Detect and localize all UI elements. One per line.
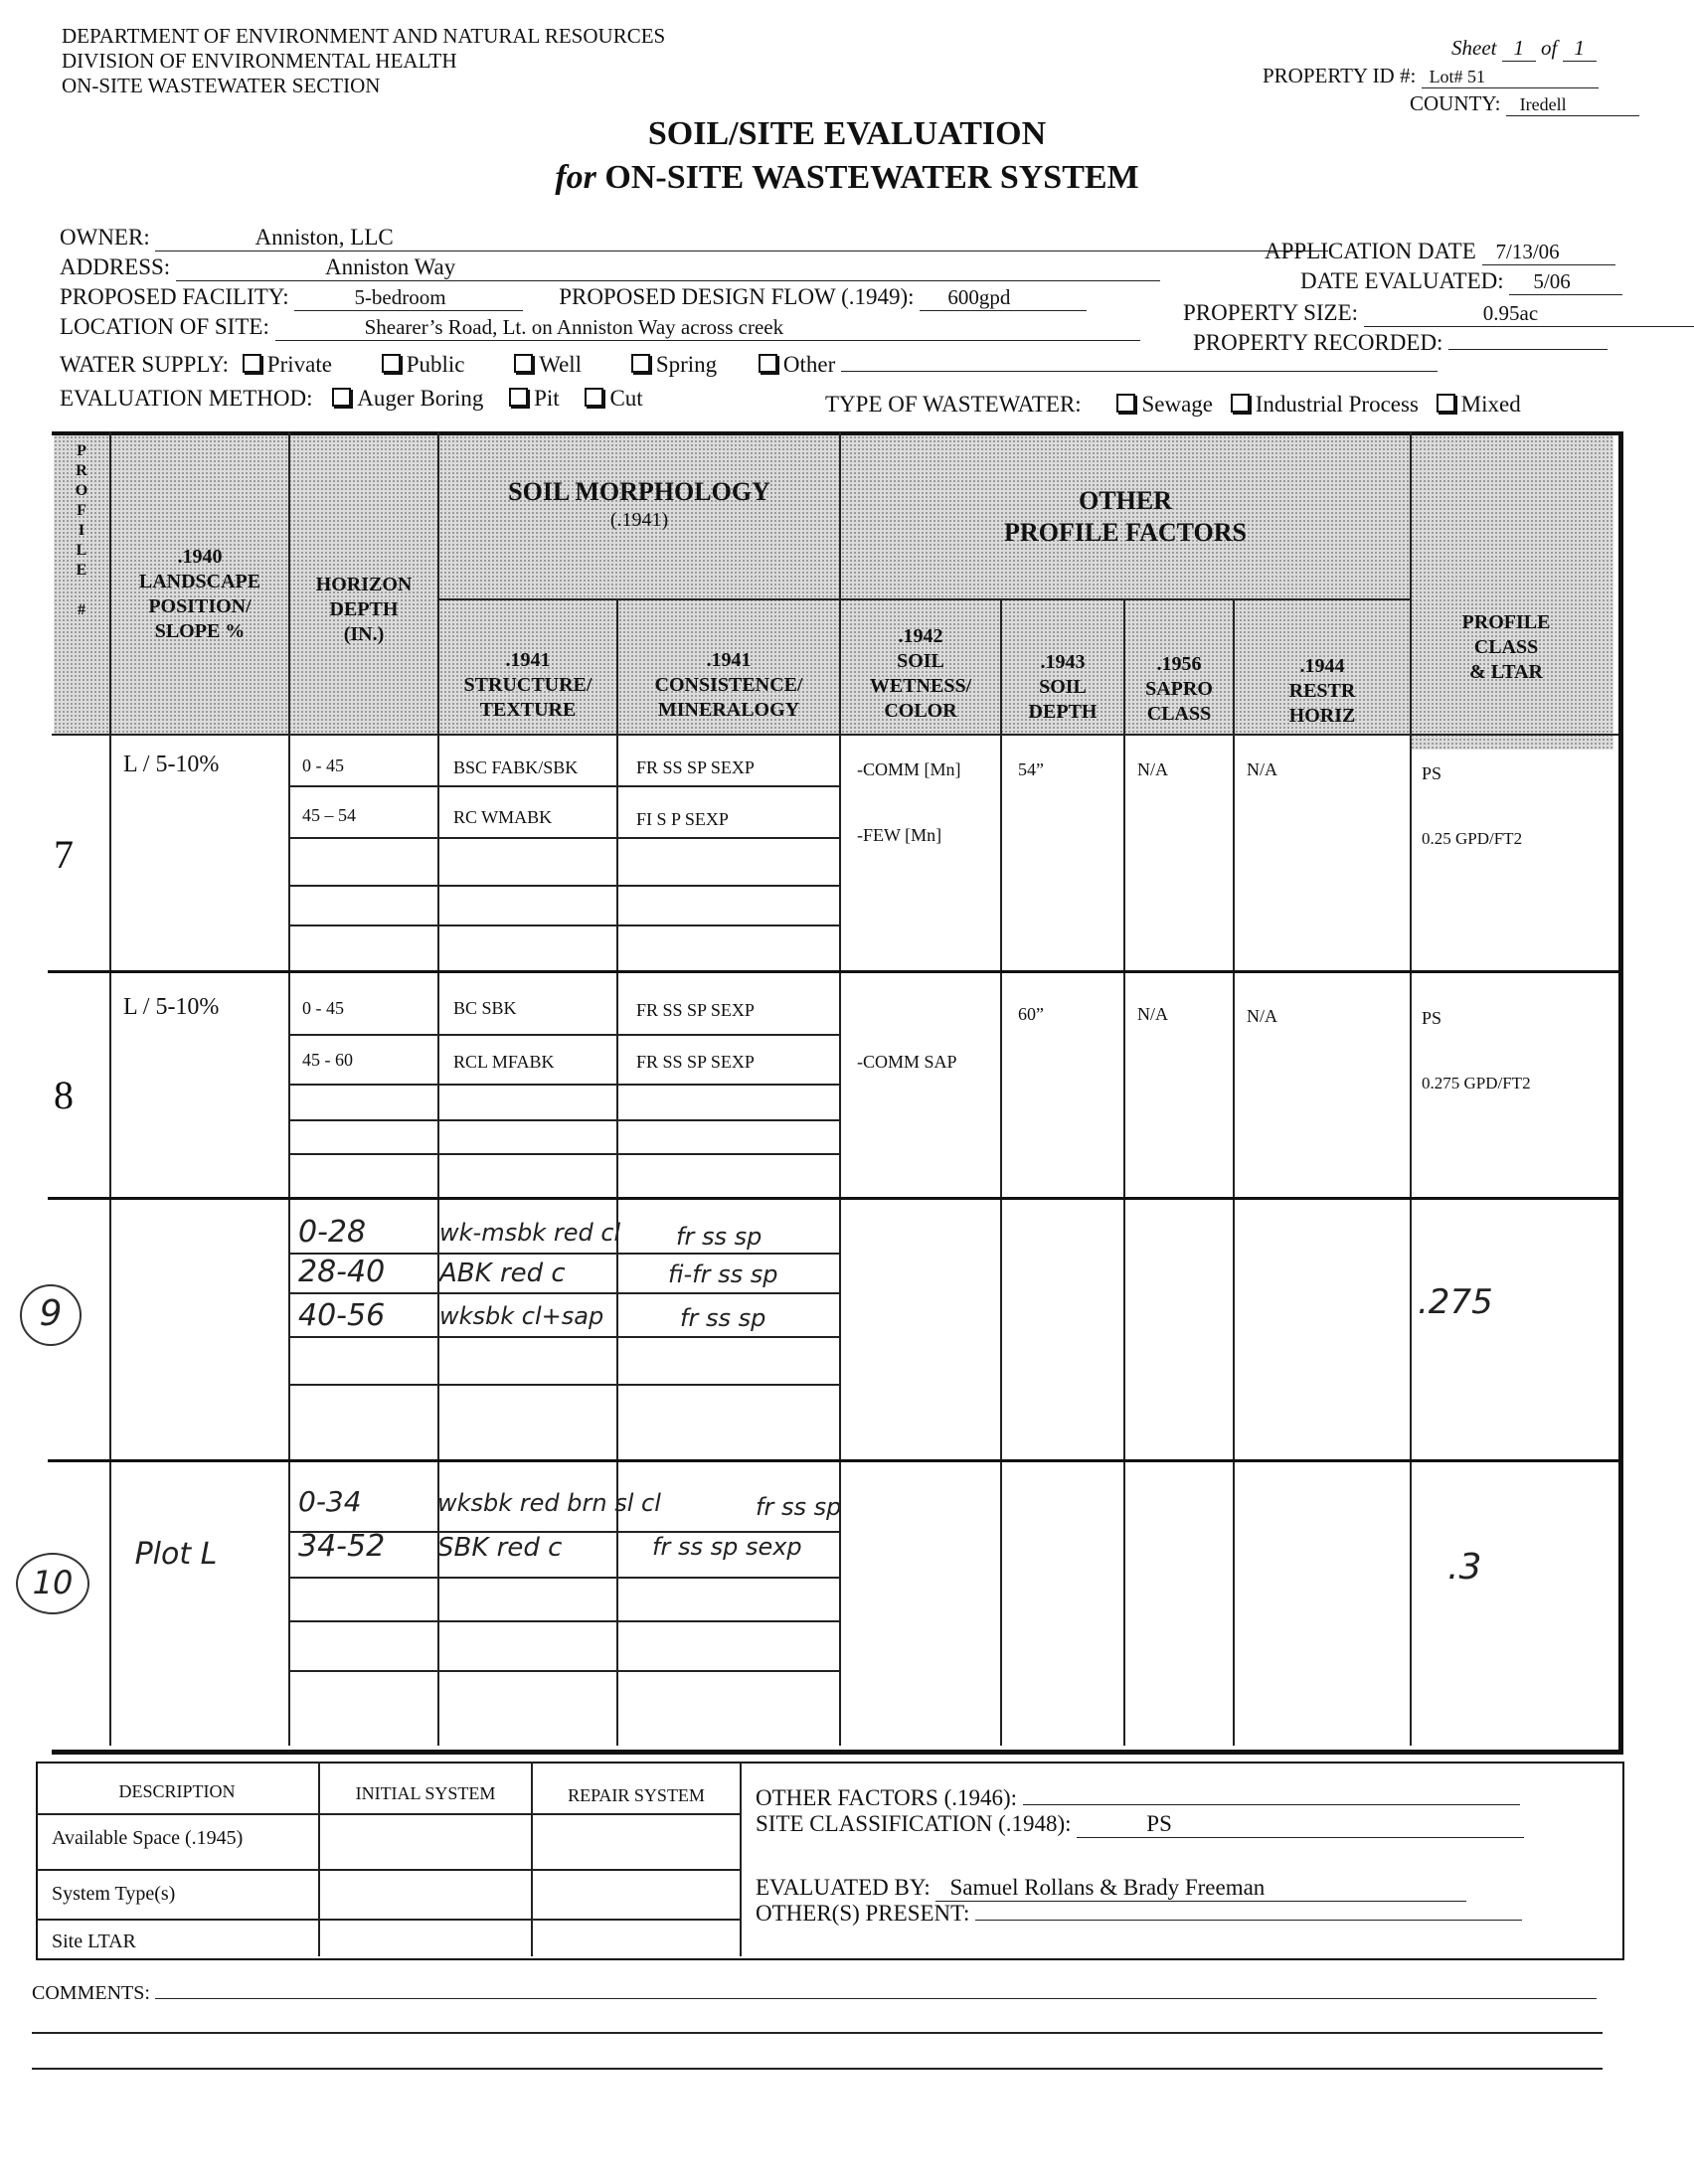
row-line [288, 1153, 839, 1155]
restr-cell: N/A [1247, 759, 1277, 779]
county [1410, 91, 1639, 116]
location-row [60, 314, 1140, 341]
property-size-row [1183, 300, 1694, 327]
landscape-cell-handwritten: Plot L [134, 1537, 218, 1572]
horizon-depth-header: HORIZON DEPTH (IN.) [315, 574, 413, 645]
evaluation-method-row [60, 386, 643, 412]
eval-pit[interactable]: Pit [509, 386, 560, 411]
row-line [288, 1670, 839, 1672]
others-present-label: OTHER(S) PRESENT: [756, 1901, 970, 1926]
soil-depth-header: .1943 SOIL DEPTH [1028, 651, 1098, 723]
profile-number-circled: 9 [20, 1284, 82, 1346]
col-line [1000, 600, 1002, 1746]
profile-class-cell: PS [1422, 763, 1442, 783]
row-line [36, 1813, 742, 1815]
header-subdivider [437, 598, 1410, 600]
structure-cell-handwritten: ABK red c [439, 1259, 566, 1288]
sheet-num: 1 [1502, 36, 1536, 62]
structure-cell: BSC FABK/SBK [453, 757, 579, 777]
water-supply-row [60, 352, 1438, 378]
water-supply-other[interactable]: Other [759, 352, 835, 377]
consistence-mineralogy-header: .1941 CONSISTENCE/ MINERALOGY [654, 649, 803, 721]
address-label: ADDRESS: [60, 254, 171, 279]
prop-recorded-value[interactable] [1448, 349, 1608, 350]
row-line [288, 1084, 839, 1086]
landscape-cell: L / 5-10% [123, 752, 220, 777]
description-header: DESCRIPTION [118, 1781, 236, 1801]
checkbox-icon[interactable] [509, 388, 528, 407]
checkbox-icon[interactable] [1116, 394, 1135, 413]
other-factors-value[interactable] [1023, 1804, 1520, 1805]
structure-cell-handwritten: wksbk red brn sl cl [437, 1489, 661, 1517]
horizon-cell: 45 – 54 [302, 805, 356, 825]
ltar-cell-handwritten: .3 [1447, 1547, 1482, 1588]
comments-label: COMMENTS: [32, 1982, 150, 2004]
landscape-header: .1940 LANDSCAPE POSITION/ SLOPE % [138, 546, 261, 642]
consistence-cell: FR SS SP SEXP [636, 1052, 755, 1072]
sheet-label: Sheet [1451, 36, 1497, 60]
form-subtitle [0, 159, 1694, 197]
horizon-cell: 0 - 45 [302, 998, 344, 1018]
evaluated-by-row [756, 1875, 1466, 1902]
horizon-cell: 0 - 45 [302, 756, 344, 775]
profile-separator [48, 970, 1618, 973]
other-profile-factors-header: OTHER PROFILE FACTORS [1004, 486, 1247, 547]
system-types-label: System Type(s) [52, 1883, 176, 1905]
profile-number: 8 [54, 1073, 74, 1117]
horizon-cell-handwritten: 0-34 [298, 1485, 362, 1518]
soil-wetness-header: .1942 SOIL WETNESS/ COLOR [869, 625, 972, 722]
restr-horiz-header: .1944 RESTR HORIZ [1288, 655, 1356, 727]
others-present-row [756, 1901, 1522, 1927]
flow-value[interactable]: 600gpd [920, 285, 1087, 311]
site-class-value[interactable]: PS [1077, 1811, 1524, 1838]
sapro-cell: N/A [1137, 1004, 1168, 1024]
structure-cell-handwritten: wksbk cl+sap [439, 1302, 604, 1330]
agency-line-3: ON-SITE WASTEWATER SECTION [62, 74, 381, 97]
row-line [36, 1869, 742, 1871]
app-date-value[interactable]: 7/13/06 [1482, 240, 1615, 265]
ltar-cell-handwritten: .275 [1418, 1282, 1493, 1322]
water-supply-spring[interactable]: Spring [631, 352, 717, 377]
address-row [60, 254, 1160, 281]
checkbox-icon[interactable] [243, 354, 261, 373]
county-label: COUNTY: [1410, 91, 1501, 115]
evaluated-by-label: EVALUATED BY: [756, 1875, 931, 1900]
structure-cell: RC WMABK [453, 807, 553, 827]
owner-row [60, 225, 1328, 252]
location-value[interactable]: Shearer’s Road, Lt. on Anniston Way across creek [275, 315, 1140, 341]
water-supply-well[interactable]: Well [514, 352, 582, 377]
row-line [288, 1336, 839, 1338]
consistence-cell: FR SS SP SEXP [636, 1000, 755, 1020]
horizon-cell-handwritten: 40-56 [298, 1298, 386, 1333]
facility-row [60, 284, 1087, 311]
property-id [1263, 64, 1599, 88]
restr-cell: N/A [1247, 1006, 1277, 1026]
ltar-cell: 0.275 GPD/FT2 [1422, 1074, 1531, 1092]
site-classification-row [756, 1811, 1524, 1838]
wetness-cell: -COMM [Mn] [857, 759, 961, 779]
date-evaluated-row [1300, 268, 1622, 295]
consistence-cell: FR SS SP SEXP [636, 757, 755, 777]
horizon-cell: 45 - 60 [302, 1050, 353, 1070]
ltar-cell: 0.25 GPD/FT2 [1422, 829, 1523, 848]
profile-separator [48, 1459, 1618, 1462]
facility-value[interactable]: 5-bedroom [294, 285, 523, 311]
row-line [36, 1919, 742, 1921]
checkbox-icon[interactable] [1231, 394, 1250, 413]
row-line [288, 1620, 839, 1622]
application-date-row [1265, 239, 1615, 265]
checkbox-icon[interactable] [382, 354, 401, 373]
water-supply-public[interactable]: Public [382, 352, 465, 377]
checkbox-icon[interactable] [585, 388, 603, 407]
water-supply-other-field[interactable] [841, 371, 1438, 372]
evaluated-by-value[interactable]: Samuel Rollans & Brady Freeman [935, 1875, 1466, 1902]
wetness-cell: -FEW [Mn] [857, 825, 942, 845]
profile-separator [48, 1197, 1618, 1200]
wetness-cell: -COMM SAP [857, 1052, 957, 1072]
row-line [288, 785, 839, 787]
col-line [1233, 600, 1235, 1746]
address-value[interactable]: Anniston Way [176, 254, 1160, 281]
prop-size-label: PROPERTY SIZE: [1183, 300, 1359, 325]
consistence-cell-handwritten: fr ss sp sexp [652, 1533, 802, 1561]
agency-header [62, 24, 665, 98]
wastewater-type-row [825, 392, 1521, 418]
row-line [288, 1384, 839, 1386]
wastewater-label: TYPE OF WASTEWATER: [825, 392, 1082, 417]
subtitle-for: for [555, 159, 596, 196]
agency-line-1: DEPARTMENT OF ENVIRONMENT AND NATURAL RESOURCES [62, 24, 666, 48]
horizon-cell-handwritten: 34-52 [298, 1529, 386, 1564]
col-line [616, 600, 618, 1746]
sheet-total: 1 [1563, 36, 1597, 62]
app-date-label: APPLICATION DATE [1265, 239, 1476, 263]
horizon-cell-handwritten: 28-40 [298, 1255, 386, 1289]
consistence-cell: FI S P SEXP [636, 809, 729, 829]
structure-cell-handwritten: SBK red c [437, 1533, 563, 1563]
consistence-cell-handwritten: fr ss sp [756, 1493, 842, 1521]
form-title: SOIL/SITE EVALUATION [647, 115, 1047, 152]
property-id-label: PROPERTY ID #: [1263, 64, 1417, 87]
horizon-cell-handwritten: 0-28 [298, 1215, 367, 1250]
row-line [288, 837, 839, 839]
row-line [288, 924, 839, 926]
comments-row [32, 1982, 1597, 2005]
other-factors-row [756, 1785, 1520, 1811]
checkbox-icon[interactable] [1437, 394, 1455, 413]
agency-line-2: DIVISION OF ENVIRONMENTAL HEALTH [62, 49, 457, 73]
facility-label: PROPOSED FACILITY: [60, 284, 289, 309]
comments-field[interactable] [155, 1998, 1597, 1999]
water-supply-label: WATER SUPPLY: [60, 352, 230, 377]
soil-depth-cell: 60” [1018, 1004, 1044, 1024]
wastewater-industrial[interactable]: Industrial Process [1231, 392, 1419, 417]
row-line [288, 1292, 839, 1294]
county-value: Iredell [1506, 94, 1639, 116]
consistence-cell-handwritten: fr ss sp [676, 1223, 762, 1251]
site-ltar-label: Site LTAR [52, 1931, 136, 1952]
row-line [288, 1034, 839, 1036]
location-label: LOCATION OF SITE: [60, 314, 269, 339]
water-supply-private[interactable]: Private [243, 352, 332, 377]
profile-number: 7 [54, 832, 74, 877]
checkbox-icon[interactable] [631, 354, 650, 373]
others-present-value[interactable] [975, 1920, 1522, 1921]
soil-morphology-header: SOIL MORPHOLOGY (.1941) [508, 477, 770, 531]
eval-method-label: EVALUATION METHOD: [60, 386, 313, 411]
sheet-of-label: of [1540, 36, 1558, 60]
checkbox-icon[interactable] [759, 354, 777, 373]
prop-size-value[interactable]: 0.95ac [1364, 301, 1694, 327]
comments-line[interactable] [32, 2068, 1603, 2070]
checkbox-icon[interactable] [514, 354, 533, 373]
consistence-cell-handwritten: fi-fr ss sp [668, 1260, 778, 1288]
sapro-class-header: .1956 SAPRO CLASS [1145, 653, 1213, 725]
comments-line[interactable] [32, 2032, 1603, 2034]
soil-depth-cell: 54” [1018, 759, 1044, 779]
available-space-label: Available Space (.1945) [52, 1827, 244, 1849]
owner-value[interactable]: Anniston, LLC [155, 225, 1328, 252]
owner-label: OWNER: [60, 225, 150, 250]
profile-class-cell: PS [1422, 1008, 1442, 1028]
initial-system-header: INITIAL SYSTEM [355, 1783, 496, 1803]
col-line [1123, 600, 1125, 1746]
profile-number-circled: 10 [16, 1553, 89, 1614]
row-line [288, 885, 839, 887]
sheet-number [1451, 36, 1597, 62]
row-line [288, 1119, 839, 1121]
wastewater-mixed[interactable]: Mixed [1437, 392, 1521, 417]
structure-texture-header: .1941 STRUCTURE/ TEXTURE [463, 649, 593, 721]
landscape-cell: L / 5-10% [123, 994, 220, 1020]
prop-recorded-label: PROPERTY RECORDED: [1193, 330, 1443, 355]
date-eval-value[interactable]: 5/06 [1509, 269, 1622, 295]
profile-class-header: PROFILE CLASS & LTAR [1461, 611, 1551, 683]
sapro-cell: N/A [1137, 759, 1168, 779]
subtitle-text: ON-SITE WASTEWATER SYSTEM [604, 159, 1139, 196]
structure-cell-handwritten: wk-msbk red cl [439, 1219, 621, 1247]
flow-label: PROPOSED DESIGN FLOW (.1949): [559, 284, 915, 309]
other-factors-label: OTHER FACTORS (.1946): [756, 1785, 1018, 1810]
eval-cut[interactable]: Cut [585, 386, 642, 411]
checkbox-icon[interactable] [332, 388, 351, 407]
profile-column-header: P R O F I L E # [75, 442, 88, 618]
site-class-label: SITE CLASSIFICATION (.1948): [756, 1811, 1072, 1836]
header-bottom-line [52, 734, 1618, 736]
consistence-cell-handwritten: fr ss sp [680, 1304, 766, 1332]
col-line [740, 1762, 742, 1956]
structure-cell: RCL MFABK [453, 1052, 555, 1072]
wastewater-sewage[interactable]: Sewage [1116, 392, 1213, 417]
eval-auger-boring[interactable]: Auger Boring [332, 386, 483, 411]
repair-system-header: REPAIR SYSTEM [568, 1785, 705, 1805]
date-eval-label: DATE EVALUATED: [1300, 268, 1504, 293]
row-line [288, 1577, 839, 1579]
property-id-value: Lot# 51 [1422, 67, 1599, 88]
structure-cell: BC SBK [453, 998, 517, 1018]
